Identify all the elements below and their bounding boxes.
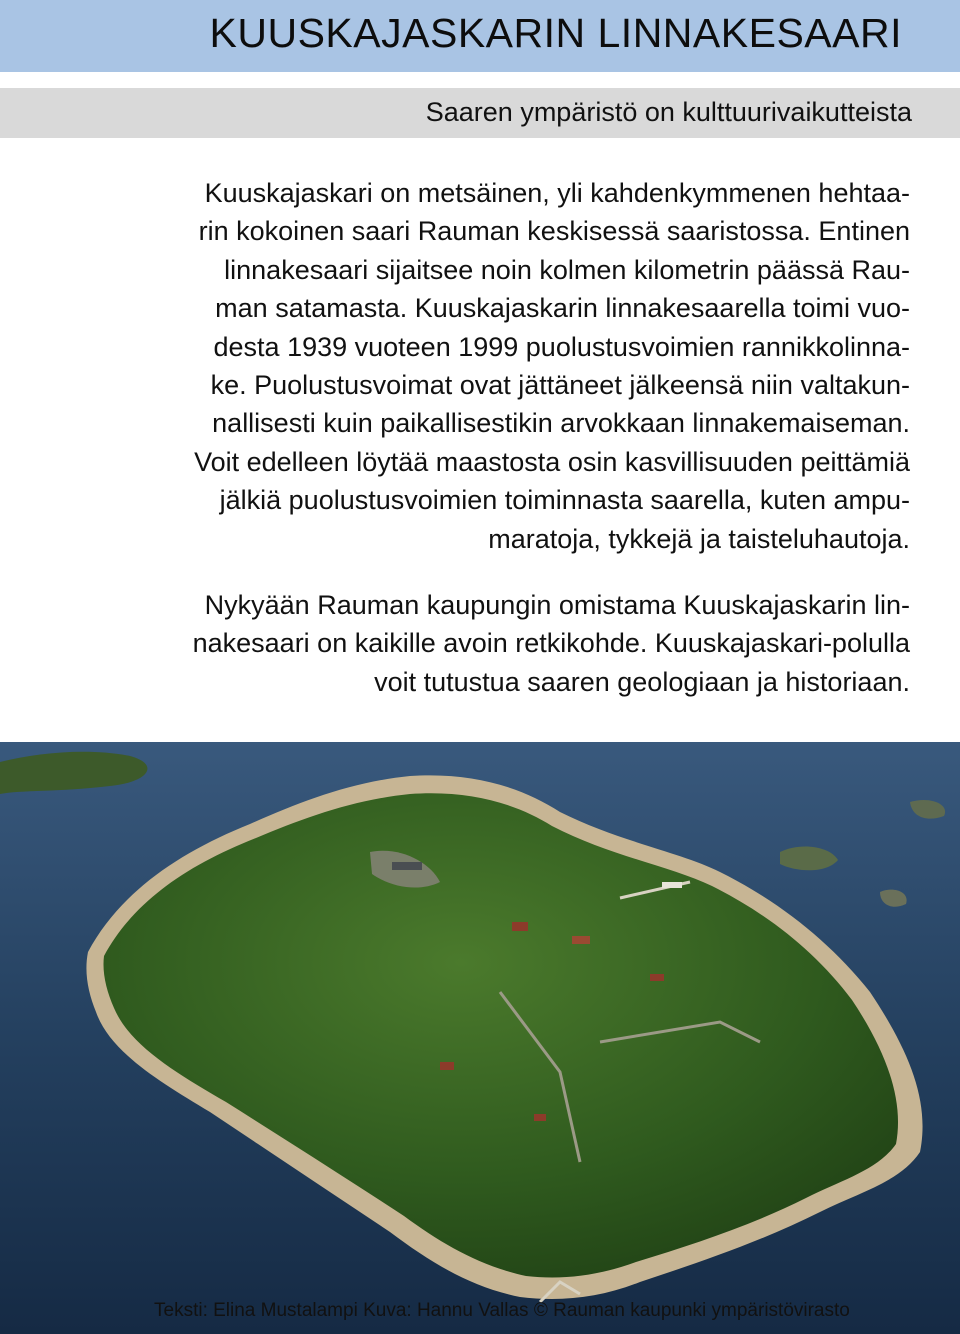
building: [512, 922, 528, 931]
text-line: ke. Puolustusvoimat ovat jättäneet jälkeensä niin valtakun-: [210, 370, 910, 401]
text-line: Nykyään Rauman kaupungin omistama Kuuskajaskarin lin-: [204, 590, 910, 620]
text-line: man satamasta. Kuuskajaskarin linnakesaarella toimi vuo-: [215, 293, 910, 324]
building: [650, 974, 664, 981]
page-subtitle: Saaren ympäristö on kulttuurivaikutteista: [425, 97, 912, 127]
building: [440, 1062, 454, 1070]
page-title: KUUSKAJASKARIN LINNAKESAARI: [209, 10, 902, 56]
subtitle-bar: [0, 88, 960, 138]
text-line: maratoja, tykkejä ja taisteluhautoja.: [488, 523, 910, 554]
aerial-island-photo: [0, 742, 960, 1334]
text-line: Voit edelleen löytää maastosta osin kasvillisuuden peittämiä: [194, 446, 910, 477]
building: [534, 1114, 546, 1121]
text-line: rin kokoinen saari Rauman keskisessä saaristossa. Entinen: [198, 216, 910, 247]
boat: [662, 882, 682, 888]
text-line: desta 1939 vuoteen 1999 puolustusvoimien rannikkolinna-: [213, 331, 910, 362]
text-line: nallisesti kuin paikallisestikin arvokkaan linnakemaiseman.: [212, 408, 910, 439]
visit-paragraph: [50, 586, 910, 701]
title-bar: [0, 0, 960, 72]
building: [392, 862, 422, 870]
text-line: linnakesaari sijaitsee noin kolmen kilometrin päässä Rau-: [224, 254, 910, 285]
text-line: voit tutustua saaren geologiaan ja historiaan.: [374, 666, 910, 697]
intro-paragraph: [50, 174, 910, 558]
text-line: Kuuskajaskari on metsäinen, yli kahdenkymmenen hehtaa-: [204, 178, 910, 208]
text-line: jälkiä puolustusvoimien toiminnasta saarella, kuten ampu-: [219, 485, 910, 516]
building: [572, 936, 590, 944]
photo-caption: Teksti: Elina Mustalampi Kuva: Hannu Vallas © Rauman kaupunki ympäristövirasto: [154, 1300, 850, 1321]
text-line: nakesaari on kaikille avoin retkikohde. Kuuskajaskari-polulla: [192, 628, 910, 659]
